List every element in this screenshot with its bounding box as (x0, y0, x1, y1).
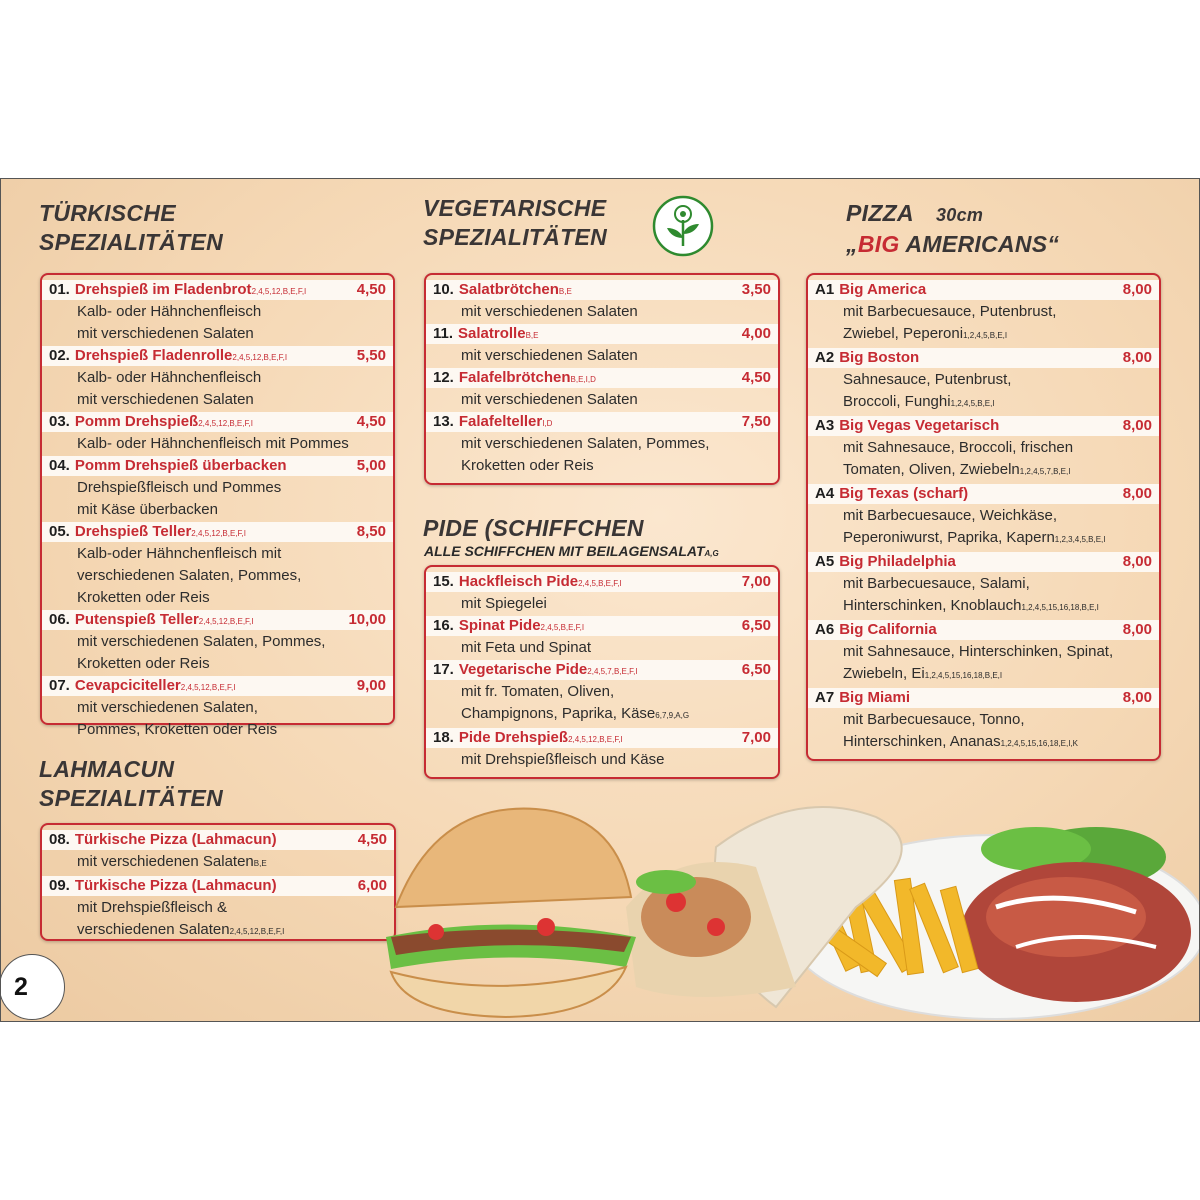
item-price: 7,00 (741, 729, 771, 746)
item-price: 9,00 (356, 677, 386, 694)
item-name: Big Texas (scharf) (839, 485, 969, 502)
item-price: 8,00 (1122, 349, 1152, 366)
item-number: A2 (815, 349, 835, 366)
item-description: mit verschiedenen Salaten (461, 303, 638, 320)
item-description: Sahnesauce, Putenbrust, Broccoli, Funghi1,2,4,5,B,E,I (843, 371, 1012, 410)
item-number: A4 (815, 485, 835, 502)
menu-item-title-row (426, 412, 778, 432)
menu-item-title-row (42, 522, 393, 542)
item-description: mit verschiedenen Salaten, Pommes, Kroketten oder Reis (77, 633, 326, 672)
pide-heading: PIDE (SCHIFFCHEN (423, 515, 644, 541)
item-price: 8,00 (1122, 553, 1152, 570)
item-name: Big Vegas Vegetarisch (839, 417, 1000, 434)
menu-item (808, 348, 1159, 415)
turkish-heading: TÜRKISCHE SPEZIALITÄTEN (39, 200, 224, 255)
page-number: 2 (0, 954, 65, 1020)
item-name: Big Miami (839, 689, 911, 706)
menu-item-title-row (426, 728, 778, 748)
menu-item-title-row (42, 412, 393, 432)
item-description: mit Drehspießfleisch & verschiedenen Salaten2,4,5,12,B,E,F,I (77, 899, 285, 938)
item-number: 04. (49, 457, 70, 474)
menu-page (0, 178, 1200, 1022)
menu-item (808, 688, 1159, 755)
allergen-codes: 2,4,5,12,B,E,F,I (568, 735, 623, 744)
item-price: 8,00 (1122, 621, 1152, 638)
item-price: 4,00 (741, 325, 771, 342)
item-number: 10. (433, 281, 454, 298)
lahmacun-items-box (40, 823, 396, 941)
item-price: 4,50 (357, 831, 387, 848)
item-description: mit Sahnesauce, Hinterschinken, Spinat, Zwiebeln, Ei1,2,4,5,15,16,18,B,E,I (843, 643, 1114, 682)
menu-item (42, 876, 394, 943)
menu-item-title-row (42, 346, 393, 366)
menu-item-title-row (808, 348, 1159, 368)
allergen-codes: 2,4,5,B,E,F,I (578, 579, 622, 588)
menu-item (426, 572, 778, 615)
menu-item-title-row (808, 552, 1159, 572)
item-description: mit Barbecuesauce, Tonno, Hinterschinken, Ananas1,2,4,5,15,16,18,E,I,K (843, 711, 1078, 750)
item-price: 6,00 (357, 877, 387, 894)
menu-item-title-row (42, 676, 393, 696)
item-number: 13. (433, 413, 454, 430)
item-number: A3 (815, 417, 835, 434)
item-price: 8,00 (1122, 417, 1152, 434)
menu-item (426, 660, 778, 727)
item-price: 4,50 (356, 281, 386, 298)
item-price: 6,50 (741, 661, 771, 678)
item-name: Big California (839, 621, 937, 638)
item-description: mit fr. Tomaten, Oliven, Champignons, Paprika, Käse6,7,9,A,G (461, 683, 690, 722)
menu-item-title-row (808, 688, 1159, 708)
allergen-codes: 1,2,4,5,15,16,18,E,I,K (1000, 739, 1078, 748)
item-description: Drehspießfleisch und Pommes mit Käse überbacken (77, 479, 282, 518)
item-name: Pomm Drehspieß2,4,5,12,B,E,F,I (74, 413, 253, 430)
item-description: Kalb- oder Hähnchenfleisch mit Pommes (77, 435, 349, 452)
item-description: mit Barbecuesauce, Weichkäse, Peperoniwurst, Paprika, Kapern1,2,3,4,5,B,E,I (843, 507, 1106, 546)
item-price: 4,50 (741, 369, 771, 386)
menu-item (426, 368, 778, 411)
pide-subheading: ALLE SCHIFFCHEN MIT BEILAGENSALATA,G (424, 543, 719, 559)
item-name: Drehspieß Fladenrolle2,4,5,12,B,E,F,I (74, 347, 288, 364)
item-name: Pide Drehspieß2,4,5,12,B,E,F,I (458, 729, 623, 746)
menu-item (426, 412, 778, 477)
item-number: A6 (815, 621, 835, 638)
item-number: 08. (49, 831, 70, 848)
leaf-plant-icon (651, 194, 715, 258)
menu-item (808, 620, 1159, 687)
allergen-codes: B,E (253, 859, 267, 868)
item-number: 05. (49, 523, 70, 540)
menu-item (42, 676, 393, 741)
menu-item-title-row (42, 280, 393, 300)
item-name: Türkische Pizza (Lahmacun) (74, 831, 277, 848)
item-name: Cevapciciteller2,4,5,12,B,E,F,I (74, 677, 236, 694)
menu-item (808, 416, 1159, 483)
item-description: Kalb- oder Hähnchenfleisch mit verschiedenen Salaten (77, 369, 262, 408)
item-description: mit Sahnesauce, Broccoli, frischen Tomaten, Oliven, Zwiebeln1,2,4,5,7,B,E,I (843, 439, 1074, 478)
item-price: 8,00 (1122, 485, 1152, 502)
item-name: Pomm Drehspieß überbacken (74, 457, 287, 474)
allergen-codes: 2,4,5,12,B,E,F,I (251, 287, 307, 296)
item-description: mit Barbecuesauce, Salami, Hinterschinken, Knoblauch1,2,4,5,15,16,18,B,E,I (843, 575, 1099, 614)
menu-item (42, 522, 393, 609)
pizza-items-box (806, 273, 1161, 761)
item-price: 4,50 (356, 413, 386, 430)
item-description: mit verschiedenen SalatenB,E (77, 853, 267, 870)
menu-item-title-row (808, 484, 1159, 504)
item-number: 17. (433, 661, 454, 678)
item-name: FalafelbrötchenB,E,I,D (458, 369, 596, 386)
menu-item (426, 280, 778, 323)
item-number: 18. (433, 729, 454, 746)
item-number: 06. (49, 611, 70, 628)
menu-item-title-row (426, 660, 778, 680)
item-description: Kalb-oder Hähnchenfleisch mit verschiedenen Salaten, Pommes, Kroketten oder Reis (77, 545, 302, 606)
item-number: 11. (433, 325, 454, 342)
menu-item-title-row (42, 830, 394, 850)
allergen-codes: 1,2,4,5,B,E,I (963, 331, 1008, 340)
item-description: mit verschiedenen Salaten, Pommes, Kroketten oder Reis (461, 435, 710, 474)
menu-item (42, 610, 393, 675)
item-number: 12. (433, 369, 454, 386)
item-number: 09. (49, 877, 70, 894)
menu-item (808, 552, 1159, 619)
menu-item-title-row (426, 616, 778, 636)
food-photo-illustration (376, 787, 1199, 1021)
allergen-codes: 2,4,5,12,B,E,F,I (198, 617, 254, 626)
item-name: SalatbrötchenB,E (458, 281, 572, 298)
menu-item-title-row (808, 620, 1159, 640)
allergen-codes: 6,7,9,A,G (655, 711, 690, 720)
item-price: 8,00 (1122, 281, 1152, 298)
item-description: Kalb- oder Hähnchenfleisch mit verschiedenen Salaten (77, 303, 262, 342)
allergen-codes: 2,4,5,12,B,E,F,I (191, 529, 246, 538)
turkish-items-box (40, 273, 395, 738)
allergen-codes: 2,4,5,7,B,E,F,I (587, 667, 638, 676)
item-number: A1 (815, 281, 835, 298)
item-price: 7,00 (741, 573, 771, 590)
menu-item-title-row (808, 280, 1159, 300)
allergen-codes: B,E (525, 331, 539, 340)
item-name: Spinat Pide2,4,5,B,E,F,I (458, 617, 585, 634)
item-price: 5,50 (356, 347, 386, 364)
menu-item-title-row (426, 368, 778, 388)
allergen-codes: 1,2,3,4,5,B,E,I (1054, 535, 1106, 544)
item-price: 5,00 (356, 457, 386, 474)
item-name: Türkische Pizza (Lahmacun) (74, 877, 277, 894)
item-name: Drehspieß im Fladenbrot2,4,5,12,B,E,F,I (74, 281, 307, 298)
menu-item-title-row (808, 416, 1159, 436)
item-name: Drehspieß Teller2,4,5,12,B,E,F,I (74, 523, 246, 540)
allergen-codes: B,E (558, 287, 572, 296)
allergen-codes: 2,4,5,12,B,E,F,I (232, 353, 288, 362)
item-price: 3,50 (741, 281, 771, 298)
pizza-heading: PIZZA 30cm „BIG AMERICANS“ (846, 200, 1060, 257)
item-price: 6,50 (741, 617, 771, 634)
menu-item (426, 324, 778, 367)
menu-item (426, 616, 778, 659)
item-description: mit Drehspießfleisch und Käse (461, 751, 665, 768)
allergen-codes: 2,4,5,12,B,E,F,I (229, 927, 285, 936)
item-number: 02. (49, 347, 70, 364)
allergen-codes: 2,4,5,B,E,F,I (540, 623, 585, 632)
menu-item-title-row (42, 876, 394, 896)
item-description: mit verschiedenen Salaten (461, 347, 638, 364)
item-name: Big Philadelphia (839, 553, 956, 570)
item-name: Putenspieß Teller2,4,5,12,B,E,F,I (74, 611, 254, 628)
item-name: Vegetarische Pide2,4,5,7,B,E,F,I (458, 661, 638, 678)
menu-item-title-row (426, 324, 778, 344)
item-name: FalafeltellerI,D (458, 413, 553, 430)
menu-item (42, 830, 394, 875)
menu-item (808, 280, 1159, 347)
allergen-codes: I,D (542, 419, 553, 428)
item-number: 16. (433, 617, 454, 634)
item-number: A5 (815, 553, 835, 570)
item-price: 10,00 (348, 611, 386, 628)
menu-item-title-row (42, 610, 393, 630)
allergen-codes: 1,2,4,5,B,E,I (950, 399, 995, 408)
item-description: mit verschiedenen Salaten (461, 391, 638, 408)
item-description: mit Feta und Spinat (461, 639, 592, 656)
item-name: Hackfleisch Pide2,4,5,B,E,F,I (458, 573, 622, 590)
item-number: 01. (49, 281, 70, 298)
item-description: mit Barbecuesauce, Putenbrust, Zwiebel, Peperoni1,2,4,5,B,E,I (843, 303, 1057, 342)
allergen-codes: 1,2,4,5,15,16,18,B,E,I (924, 671, 1003, 680)
item-description: mit Spiegelei (461, 595, 547, 612)
menu-item-title-row (42, 456, 393, 476)
item-price: 8,50 (356, 523, 386, 540)
allergen-codes: 2,4,5,12,B,E,F,I (198, 419, 253, 428)
item-description: mit verschiedenen Salaten, Pommes, Kroketten oder Reis (77, 699, 278, 738)
item-price: 7,50 (741, 413, 771, 430)
item-number: 03. (49, 413, 70, 430)
menu-item-title-row (426, 572, 778, 592)
menu-item (426, 728, 778, 771)
allergen-codes: 1,2,4,5,15,16,18,B,E,I (1021, 603, 1099, 612)
item-number: 07. (49, 677, 70, 694)
allergen-codes: 1,2,4,5,7,B,E,I (1019, 467, 1071, 476)
menu-item-title-row (426, 280, 778, 300)
item-name: SalatrolleB,E (458, 325, 539, 342)
menu-item (42, 346, 393, 411)
allergen-codes: B,E,I,D (570, 375, 596, 384)
item-number: A7 (815, 689, 835, 706)
vegetarian-items-box (424, 273, 780, 485)
vegetarian-heading: VEGETARISCHE SPEZIALITÄTEN (423, 195, 608, 250)
item-name: Big America (839, 281, 927, 298)
menu-item (42, 456, 393, 521)
menu-item (808, 484, 1159, 551)
item-price: 8,00 (1122, 689, 1152, 706)
item-number: 15. (433, 573, 454, 590)
item-name: Big Boston (839, 349, 920, 366)
allergen-codes: 2,4,5,12,B,E,F,I (180, 683, 236, 692)
pide-items-box (424, 565, 780, 779)
lahmacun-heading: LAHMACUN SPEZIALITÄTEN (39, 756, 224, 811)
doner-sandwich-image (396, 809, 631, 907)
menu-item (42, 412, 393, 455)
menu-item (42, 280, 393, 345)
